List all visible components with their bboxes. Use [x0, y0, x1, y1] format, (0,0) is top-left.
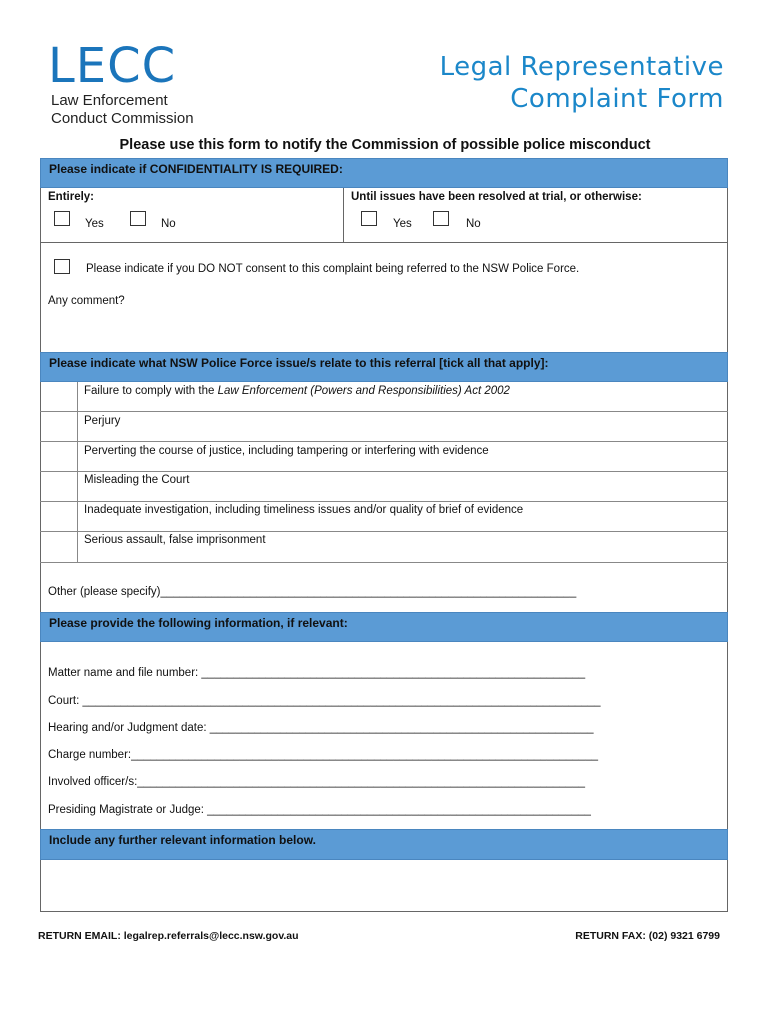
entirely-yes-checkbox[interactable] — [54, 211, 70, 226]
page-heading: Please use this form to notify the Commission of possible police misconduct — [119, 137, 651, 153]
no-consent-label: Please indicate if you DO NOT consent to this complaint being referred to the NSW Police Force. — [86, 263, 580, 275]
row-divider — [40, 501, 728, 502]
issue-item-6: Serious assault, false imprisonment — [84, 534, 266, 546]
matter-name-field[interactable]: Matter name and file number: ____________________________________________________________ — [48, 667, 586, 679]
row-divider — [40, 562, 728, 563]
until-label: Until issues have been resolved at trial, or otherwise: — [351, 191, 642, 203]
divider — [40, 242, 728, 243]
form-title-line-1: Legal Representative — [439, 52, 724, 82]
court-field[interactable]: Court: _________________________________________________________________________________ — [48, 695, 601, 707]
presiding-judge-field[interactable]: Presiding Magistrate or Judge: ____________________________________________________________ — [48, 804, 591, 816]
logo-line-2: Conduct Commission — [51, 110, 194, 127]
until-no-checkbox[interactable] — [433, 211, 449, 226]
issue-item-2: Perjury — [84, 415, 121, 427]
logo-line-1: Law Enforcement — [51, 92, 168, 109]
further-info-bar: Include any further relevant information below. — [40, 829, 728, 860]
other-specify-field[interactable]: Other (please specify)_________________________________________________________________ — [48, 586, 577, 598]
return-email: RETURN EMAIL: legalrep.referrals@lecc.nsw.gov.au — [38, 930, 299, 942]
issue-item-5: Inadequate investigation, including timeliness issues and/or quality of brief of evidence — [84, 504, 524, 516]
issue-item-3: Perverting the course of justice, including tampering or interfering with evidence — [84, 445, 489, 457]
charge-number-field[interactable]: Charge number:_________________________________________________________________________ — [48, 749, 598, 761]
until-no-label: No — [466, 218, 481, 230]
info-bar: Please provide the following information, if relevant: — [40, 612, 728, 642]
form-title-line-2: Complaint Form — [510, 84, 724, 114]
tick-column — [40, 382, 78, 562]
entirely-yes-label: Yes — [85, 218, 104, 230]
hearing-date-field[interactable]: Hearing and/or Judgment date: ____________________________________________________________ — [48, 722, 594, 734]
until-yes-label: Yes — [393, 218, 412, 230]
involved-officers-field[interactable]: Involved officer/s:______________________________________________________________________ — [48, 776, 585, 788]
row-divider — [40, 411, 728, 412]
issues-bar: Please indicate what NSW Police Force issue/s relate to this referral [tick all that apply]: — [40, 352, 728, 382]
divider — [343, 188, 344, 242]
until-yes-checkbox[interactable] — [361, 211, 377, 226]
entirely-label: Entirely: — [48, 191, 95, 203]
row-divider — [40, 441, 728, 442]
further-info-textarea[interactable] — [41, 860, 727, 911]
entirely-no-checkbox[interactable] — [130, 211, 146, 226]
no-consent-checkbox[interactable] — [54, 259, 70, 274]
row-divider — [40, 471, 728, 472]
entirely-no-label: No — [161, 218, 176, 230]
return-fax: RETURN FAX: (02) 9321 6799 — [575, 930, 720, 942]
issue-item-1 — [84, 385, 510, 397]
issue-item-1-prefix: Failure to comply with the — [84, 385, 218, 397]
comment-label: Any comment? — [48, 295, 125, 307]
logo-acronym: LECC — [48, 38, 177, 94]
issue-item-1-act: Law Enforcement (Powers and Responsibilities) Act 2002 — [217, 385, 510, 397]
issue-item-4: Misleading the Court — [84, 474, 190, 486]
row-divider — [40, 531, 728, 532]
confidentiality-bar: Please indicate if CONFIDENTIALITY IS REQUIRED: — [40, 158, 728, 188]
